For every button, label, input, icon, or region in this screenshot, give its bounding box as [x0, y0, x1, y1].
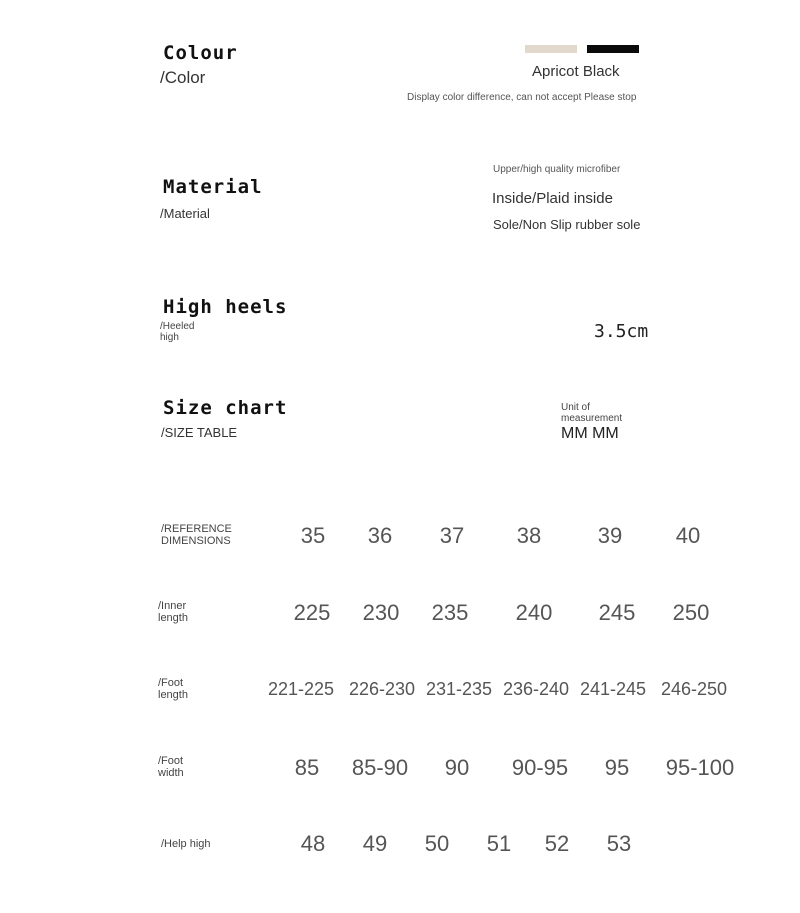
- heels-subheading: [160, 321, 194, 343]
- apricot-swatch: [525, 45, 577, 53]
- heels-sub-line2: high: [160, 332, 179, 343]
- table-row-label: /REFERENCE DIMENSIONS: [161, 523, 232, 547]
- table-row-label: /Help high: [161, 838, 211, 850]
- table-row-label: /Foot length: [158, 677, 188, 701]
- material-upper: Upper/high quality microfiber: [493, 164, 621, 175]
- table-cell: 53: [606, 831, 632, 856]
- table-cell: 40: [675, 523, 701, 548]
- unit-label: [561, 402, 622, 424]
- table-cell: 235: [431, 600, 469, 625]
- table-cell: 246-250: [660, 679, 728, 699]
- size-chart-subheading: /SIZE TABLE: [161, 425, 238, 440]
- table-cell: 225: [293, 600, 331, 625]
- table-cell: 95-100: [665, 755, 735, 780]
- material-subheading: /Material: [160, 206, 210, 221]
- unit-label-line1: Unit of: [561, 402, 590, 413]
- colour-heading: Colour: [163, 42, 238, 64]
- colour-subheading: /Color: [160, 68, 206, 87]
- unit-label-line2: measurement: [561, 413, 623, 424]
- colour-note: Display color difference, can not accept Please stop: [407, 92, 637, 103]
- table-cell: 38: [516, 523, 542, 548]
- table-row-label: /Foot width: [158, 755, 184, 779]
- table-cell: 52: [544, 831, 570, 856]
- table-cell: 236-240: [502, 679, 570, 699]
- table-cell: 36: [367, 523, 393, 548]
- size-chart-heading: Size chart: [163, 397, 288, 419]
- heels-sub-line1: /Heeled: [160, 321, 195, 332]
- table-cell: 226-230: [348, 679, 416, 699]
- black-swatch: [587, 45, 639, 53]
- table-cell: 49: [362, 831, 388, 856]
- table-cell: 221-225: [267, 679, 335, 699]
- table-cell: 51: [486, 831, 512, 856]
- table-cell: 90: [444, 755, 470, 780]
- table-cell: 245: [598, 600, 636, 625]
- table-cell: 39: [597, 523, 623, 548]
- table-row-label: /Inner length: [158, 600, 188, 624]
- table-cell: 250: [672, 600, 710, 625]
- table-cell: 231-235: [425, 679, 493, 699]
- table-cell: 48: [300, 831, 326, 856]
- table-cell: 85: [294, 755, 320, 780]
- table-cell: 35: [300, 523, 326, 548]
- material-heading: Material: [163, 176, 263, 198]
- table-cell: 230: [362, 600, 400, 625]
- heels-heading: High heels: [163, 296, 288, 318]
- table-cell: 85-90: [351, 755, 409, 780]
- material-sole: Sole/Non Slip rubber sole: [493, 217, 641, 232]
- table-cell: 50: [424, 831, 450, 856]
- heels-value: 3.5cm: [594, 321, 649, 342]
- table-cell: 90-95: [511, 755, 569, 780]
- table-cell: 37: [439, 523, 465, 548]
- unit-value: MM MM: [561, 425, 619, 442]
- table-cell: 240: [515, 600, 553, 625]
- material-inside: Inside/Plaid inside: [492, 190, 613, 207]
- colour-value: Apricot Black: [532, 63, 620, 80]
- table-cell: 241-245: [579, 679, 647, 699]
- table-cell: 95: [604, 755, 630, 780]
